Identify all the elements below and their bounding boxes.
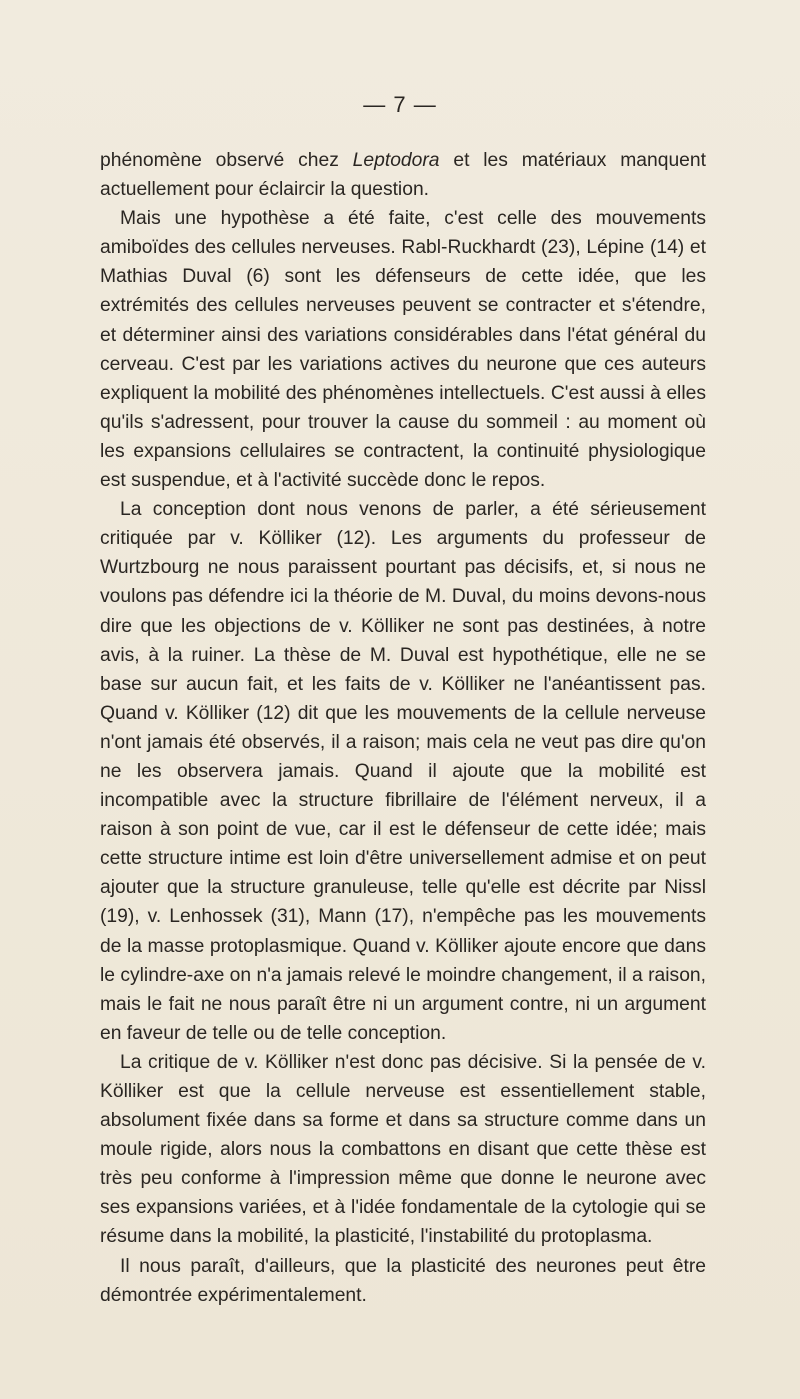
paragraph-1-end: et les matériaux manquent actuellement pour éclaircir la question. [100,150,706,201]
paragraph-3: La conception dont nous venons de parler, a été sérieusement critiquée par v. Kölliker (12). Les arguments du professeur de Wurtzbourg ne nous paraissent pourtant pas décisifs, et, si nous ne voulons pas défendre ici la théorie de M. Duval, du moins devons-nous dire que les objections de v. Kölliker ne sont pas destinées, à notre avis, à la ruiner. La thèse de M. Duval est hypothétique, elle ne se base sur aucun fait, et les faits de v. Kölliker ne l'anéantissent pas. Quand v. Kölliker (12) dit que les mouvements de la cellule nerveuse n'ont jamais été observés, il a raison; mais cela ne veut pas dire qu'on ne les observera jamais. Quand il ajoute que la mobilité est incompatible avec la structure fibrillaire de l'élément nerveux, il a raison à son point de vue, car il est le défenseur de cette idée; mais cette structure intime est loin d'être universellement admise et on peut ajouter que la structure granuleuse, telle qu'elle est décrite par Nissl (19), v. Lenhossek (31), Mann (17), n'empêche pas les mouvements de la masse protoplasmique. Quand v. Kölliker ajoute encore que dans le cylindre-axe on n'a jamais relevé le moindre changement, il a raison, mais le fait ne nous paraît être ni un argument contre, ni un argument en faveur de telle ou de telle conception. [100,499,706,1044]
paragraph-1 [100,146,706,204]
page-number: — 7 — [363,92,437,117]
species-name-leptodora: Leptodora [352,150,440,171]
paragraph-2: Mais une hypothèse a été faite, c'est celle des mouvements amiboïdes des cellules nerveuses. Rabl-Ruckhardt (23), Lépine (14) et Mathias Duval (6) sont les défenseurs de cette idée, que les extrémités des cellules nerveuses peuvent se contracter et s'étendre, et déterminer ainsi des variations considérables dans l'état général du cerveau. C'est par les variations actives du neurone que ces auteurs expliquent la mobilité des phénomènes intellectuels. C'est aussi à elles qu'ils s'adressent, pour trouver la cause du sommeil : au moment où les expansions cellulaires se contractent, la continuité physiologique est suspendue, et à l'activité succède donc le repos. [100,208,706,492]
body-text [100,146,706,1310]
paragraph-5: Il nous paraît, d'ailleurs, que la plasticité des neurones peut être démontrée expérimentalement. [100,1255,706,1306]
paragraph-4: La critique de v. Kölliker n'est donc pas décisive. Si la pensée de v. Kölliker est que la cellule nerveuse est essentiellement stable, absolument fixée dans sa forme et dans sa structure comme dans un moule rigide, alors nous la combattons en disant que cette thèse est très peu conforme à l'impression même que donne le neurone avec ses expansions variées, et à l'idée fondamentale de la cytologie qui se résume dans la mobilité, la plasticité, l'instabilité du protoplasma. [100,1051,706,1248]
paragraph-1-start: phénomène observé chez [100,150,353,171]
